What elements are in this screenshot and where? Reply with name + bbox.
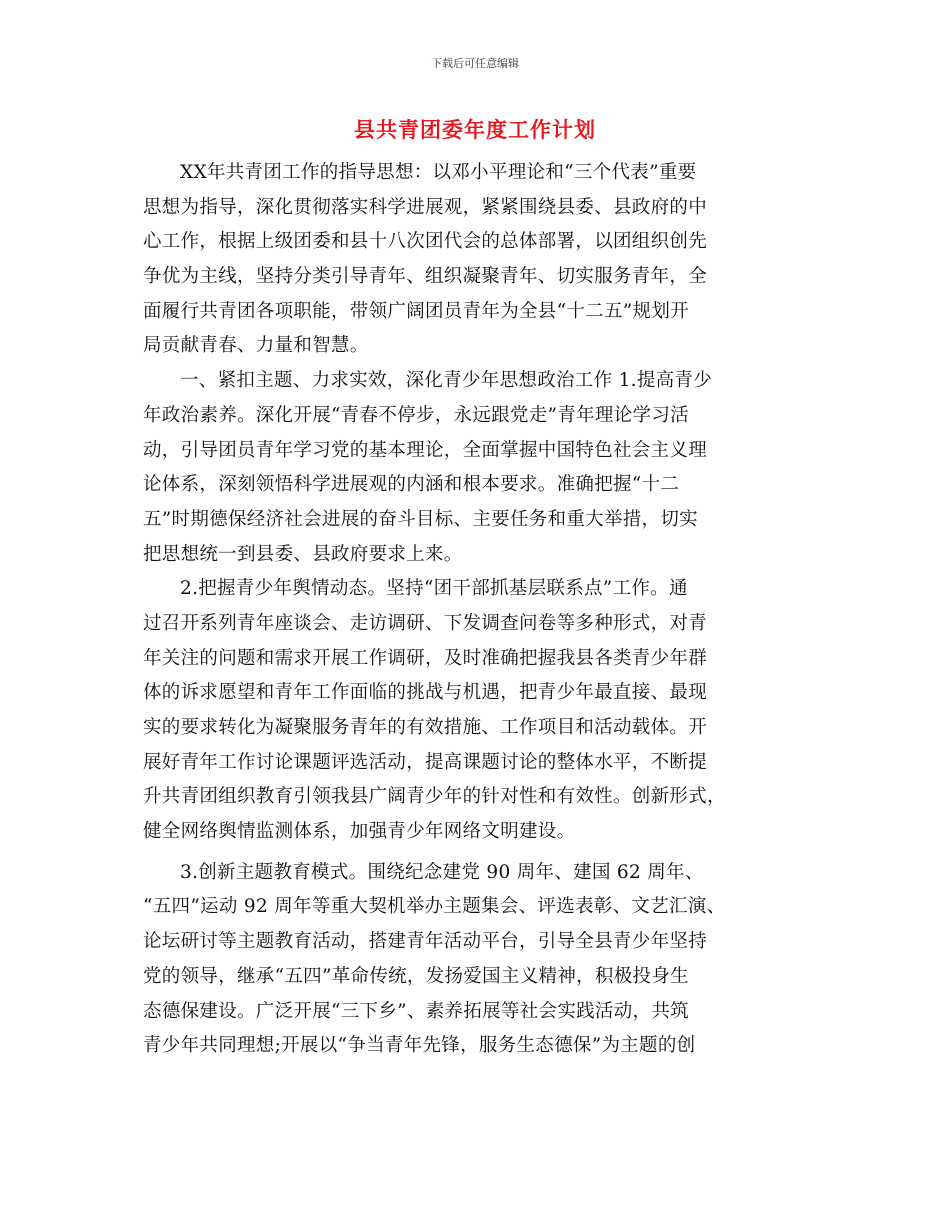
paragraph-line: 2.把握青少年舆情动态。坚持“团干部抓基层联系点”工作。通 bbox=[180, 578, 688, 600]
document-body bbox=[143, 156, 813, 1064]
paragraph-line: 年关注的问题和需求开展工作调研，及时准确把握我县各类青少年群 bbox=[143, 647, 708, 669]
paragraph-line: 实的要求转化为凝聚服务青年的有效措施、工作项目和活动载体。开 bbox=[143, 717, 708, 738]
header-note: 下载后可任意编辑 bbox=[431, 57, 519, 70]
document-title: 县共青团委年度工作计划 bbox=[354, 118, 596, 142]
paragraph-line: 3.创新主题教育模式。围绕纪念建党 90 周年、建国 62 周年、 bbox=[180, 861, 704, 883]
paragraph-line: 一、紧扣主题、力求实效，深化青少年思想政治工作 1.提高青少 bbox=[180, 370, 713, 392]
paragraph-line: 动，引导团员青年学习党的基本理论，全面掌握中国特色社会主义理 bbox=[143, 439, 708, 461]
paragraph-line: 争优为主线，坚持分类引导青年、组织凝聚青年、切实服务青年，全 bbox=[143, 266, 708, 288]
paragraph-line: 思想为指导，深化贯彻落实科学进展观，紧紧围绕县委、县政府的中 bbox=[143, 196, 708, 218]
paragraph-line: 党的领导，继承“五四”革命传统，发扬爱国主义精神，积极投身生 bbox=[143, 965, 689, 987]
paragraph-line: 心工作，根据上级团委和县十八次团代会的总体部署，以团组织创先 bbox=[143, 231, 708, 253]
paragraph-line: 升共青团组织教育引领我县广阔青少年的针对性和有效性。创新形式， bbox=[143, 786, 726, 808]
paragraph-line: 五”时期德保经济社会进展的奋斗目标、主要任务和重大举措，切实 bbox=[143, 508, 698, 530]
paragraph-line: 局贡献青春、力量和智慧。 bbox=[143, 335, 369, 357]
paragraph-line: 年政治素养。深化开展“青春不停步，永远跟党走”青年理论学习活 bbox=[143, 404, 689, 426]
paragraph-line: XX年共青团工作的指导思想：以邓小平理论和“三个代表”重要 bbox=[180, 162, 697, 183]
paragraph-line: 态德保建设。广泛开展“三下乡”、素养拓展等社会实践活动，共筑 bbox=[143, 1000, 689, 1022]
paragraph-line: 展好青年工作讨论课题评选活动，提高课题讨论的整体水平，不断提 bbox=[143, 751, 708, 773]
paragraph-line: 健全网络舆情监测体系，加强青少年网络文明建设。 bbox=[143, 821, 576, 843]
paragraph-line: 论体系，深刻领悟科学进展观的内涵和根本要求。准确把握“十二 bbox=[143, 474, 680, 496]
paragraph-line: 论坛研讨等主题教育活动，搭建青年活动平台，引导全县青少年坚持 bbox=[143, 931, 708, 953]
paragraph-line: 面履行共青团各项职能，带领广阔团员青年为全县“十二五”规划开 bbox=[143, 300, 689, 322]
paragraph-line: 体的诉求愿望和青年工作面临的挑战与机遇，把青少年最直接、最现 bbox=[143, 682, 708, 704]
paragraph-line: 过召开系列青年座谈会、走访调研、下发调查问卷等多种形式，对青 bbox=[143, 612, 708, 634]
paragraph-line: 青少年共同理想;开展以“争当青年先锋，服务生态德保”为主题的创 bbox=[143, 1035, 696, 1057]
paragraph-line: 把思想统一到县委、县政府要求上来。 bbox=[143, 543, 463, 565]
paragraph-line: “五四”运动 92 周年等重大契机举办主题集会、评选表彰、文艺汇演、 bbox=[143, 896, 726, 918]
